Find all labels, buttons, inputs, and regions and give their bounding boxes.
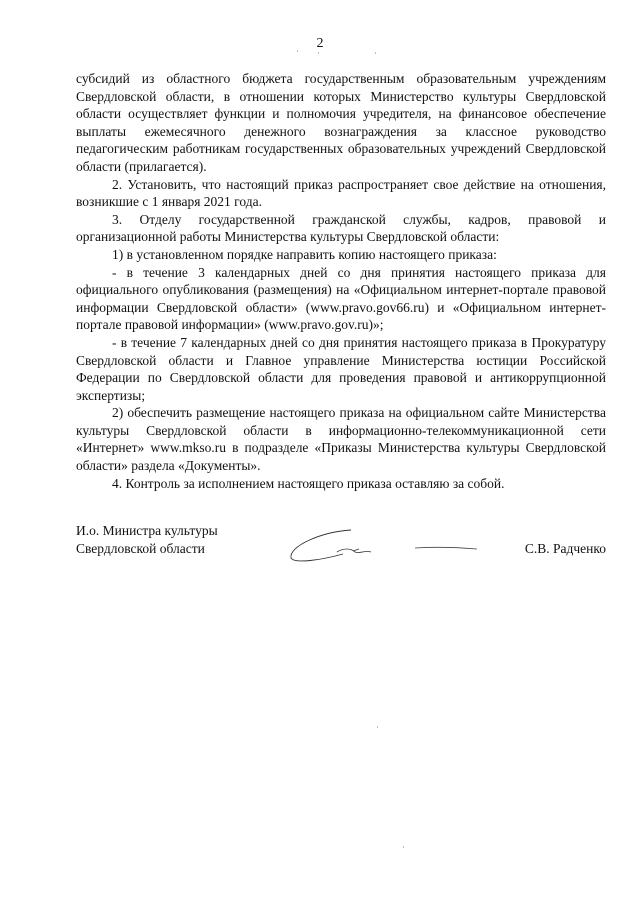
scan-speck <box>403 846 404 848</box>
paragraph-subsidy-continuation: субсидий из областного бюджета государственным образовательным учреждениям Свердловской области, в отношении которых Министерство культуры Свердловской области осуществляет функции и полномочия учредителя, на финансовое обеспечение выплаты ежемесячного денежного вознаграждения за классное руководство педагогическим работникам государственных образовательных учреждений Свердловской области (прилагается). <box>76 71 606 174</box>
paragraph-item-4: 4. Контроль за исполнением настоящего приказа оставляю за собой. <box>112 475 505 491</box>
scan-speck <box>297 50 298 52</box>
paragraph-subitem-2: 2) обеспечить размещение настоящего приказа на официальном сайте Министерства культуры Свердловской области в информационно-телекоммуникационной сети «Интернет» www.mkso.ru в подразделе «Приказы Министерства культуры Свердловской области» раздела «Документы». <box>76 405 606 474</box>
signer-name: С.В. Радченко <box>524 540 606 556</box>
signer-title <box>76 522 218 557</box>
signer-title-line1: И.о. Министра культуры <box>76 523 218 538</box>
paragraph-subitem-1: 1) в установленном порядке направить копию настоящего приказа: <box>112 246 497 262</box>
paragraph-item-2: 2. Установить, что настоящий приказ распространяет свое действие на отношения, возникшие с 1 января 2021 года. <box>76 176 606 210</box>
paragraph-publication: - в течение 3 календарных дней со дня принятия настоящего приказа для официального опубликования (размещения) на «Официальном интернет-портале правовой информации Свердловской области» (www.pravo.gov66.ru) и «Официальном интернет-портале правовой информации» (www.pravo.gov.ru)»; <box>76 264 606 333</box>
page-number: 2 <box>316 36 324 51</box>
scan-speck <box>375 52 376 54</box>
scan-speck <box>377 726 378 728</box>
scan-speck <box>318 52 319 54</box>
document-body <box>76 70 606 492</box>
handwritten-signature-icon <box>281 524 481 564</box>
signature-block <box>76 522 606 572</box>
paragraph-prosecutor: - в течение 7 календарных дней со дня принятия настоящего приказа в Прокуратуру Свердловской области и Главное управление Министерства юстиции Российской Федерации по Свердловской области для проведения правовой и антикоррупционной экспертизы; <box>76 334 606 403</box>
paragraph-item-3: 3. Отделу государственной гражданской службы, кадров, правовой и организационной работы Министерства культуры Свердловской области: <box>76 211 606 245</box>
signer-title-line2: Свердловской области <box>76 540 205 556</box>
